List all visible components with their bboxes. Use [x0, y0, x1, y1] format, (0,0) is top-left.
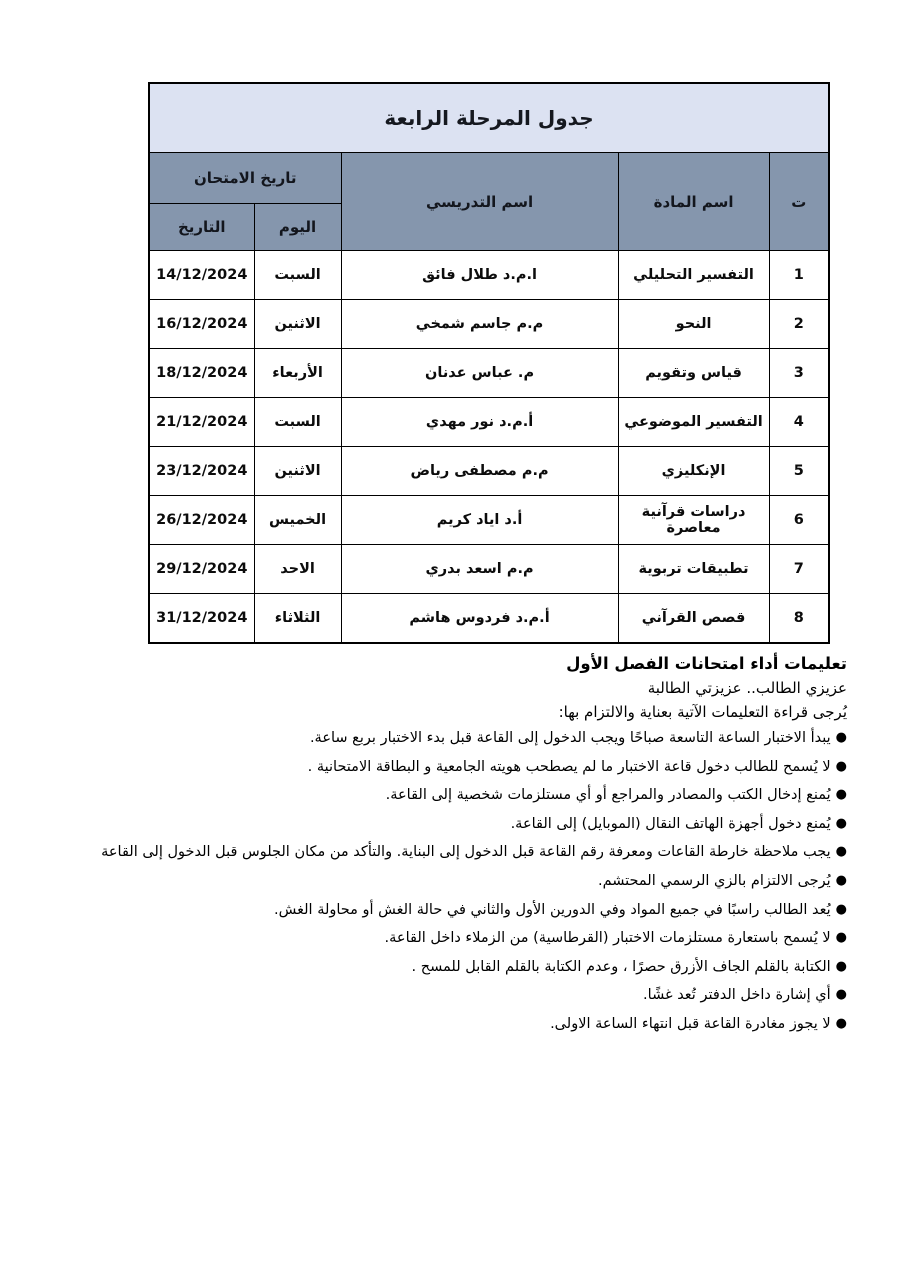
- bullet-icon: ●: [835, 958, 847, 974]
- bullet-icon: ●: [835, 872, 847, 888]
- row-subject: تطبيقات تربوية: [618, 545, 769, 594]
- bullet-icon: ●: [835, 987, 847, 1003]
- row-day: الاحد: [254, 545, 341, 594]
- instruction-text: أي إشارة داخل الدفتر تُعد غشًا.: [643, 987, 831, 1004]
- row-subject: دراسات قرآنية معاصرة: [618, 496, 769, 545]
- bullet-icon: ●: [835, 758, 847, 774]
- row-subject: التفسير الموضوعي: [618, 398, 769, 447]
- row-no: 1: [769, 251, 829, 300]
- header-teacher: اسم التدريسي: [341, 153, 618, 251]
- instruction-item: [47, 924, 847, 953]
- table-row: [149, 594, 829, 644]
- table-row: [149, 251, 829, 300]
- row-teacher: ا.م.د طلال فائق: [341, 251, 618, 300]
- row-date: 16/12/2024: [149, 300, 254, 349]
- row-subject: النحو: [618, 300, 769, 349]
- instruction-item: [47, 896, 847, 925]
- table-title-row: [149, 83, 829, 153]
- row-subject: التفسير التحليلي: [618, 251, 769, 300]
- header-day: اليوم: [254, 204, 341, 251]
- row-no: 5: [769, 447, 829, 496]
- table-row: [149, 398, 829, 447]
- row-no: 8: [769, 594, 829, 644]
- instructions-heading: تعليمات أداء امتحانات الفصل الأول: [566, 654, 847, 673]
- row-subject: قصص القرآني: [618, 594, 769, 644]
- bullet-icon: ●: [835, 901, 847, 917]
- instruction-text: لا يُسمح باستعارة مستلزمات الاختبار (القرطاسية) من الزملاء داخل القاعة.: [384, 930, 831, 947]
- exam-schedule-table: [148, 82, 830, 644]
- instruction-item: [47, 981, 847, 1010]
- instruction-text: يُعد الطالب راسبًا في جميع المواد وفي الدورين الأول والثاني في حالة الغش أو محاولة الغش.: [274, 901, 831, 918]
- bullet-icon: ●: [835, 844, 847, 860]
- row-day: الخميس: [254, 496, 341, 545]
- row-teacher: م.م اسعد بدري: [341, 545, 618, 594]
- row-no: 3: [769, 349, 829, 398]
- row-date: 14/12/2024: [149, 251, 254, 300]
- table-row: [149, 300, 829, 349]
- instructions-section: [47, 651, 847, 1039]
- instruction-text: لا يجوز مغادرة القاعة قبل انتهاء الساعة الاولى.: [550, 1015, 831, 1032]
- instruction-text: يجب ملاحظة خارطة القاعات ومعرفة رقم القاعة قبل الدخول إلى البناية. والتأكد من مكان الجلوس قبل الدخول إلى القاعة: [101, 844, 831, 861]
- instruction-item: [47, 753, 847, 782]
- table-title: جدول المرحلة الرابعة: [149, 83, 829, 153]
- row-no: 6: [769, 496, 829, 545]
- table-row: [149, 447, 829, 496]
- row-date: 31/12/2024: [149, 594, 254, 644]
- row-date: 23/12/2024: [149, 447, 254, 496]
- row-day: السبت: [254, 251, 341, 300]
- instruction-item: [47, 867, 847, 896]
- instructions-greeting: عزيزي الطالب.. عزيزتي الطالبة: [647, 679, 847, 697]
- instruction-item: [47, 724, 847, 753]
- header-no: ت: [769, 153, 829, 251]
- instruction-text: يُمنع إدخال الكتب والمصادر والمراجع أو أي مستلزمات شخصية إلى القاعة.: [385, 787, 831, 804]
- row-teacher: أ.د اياد كريم: [341, 496, 618, 545]
- row-date: 29/12/2024: [149, 545, 254, 594]
- row-subject: قياس وتقويم: [618, 349, 769, 398]
- row-day: الاثنين: [254, 447, 341, 496]
- table-row: [149, 545, 829, 594]
- table-row: [149, 496, 829, 545]
- instruction-text: يُرجى الالتزام بالزي الرسمي المحتشم.: [597, 872, 831, 889]
- row-date: 21/12/2024: [149, 398, 254, 447]
- bullet-icon: ●: [835, 1015, 847, 1031]
- row-day: الاثنين: [254, 300, 341, 349]
- row-date: 26/12/2024: [149, 496, 254, 545]
- bullet-icon: ●: [835, 815, 847, 831]
- instruction-item: [47, 1010, 847, 1039]
- row-teacher: م.م مصطفى رياض: [341, 447, 618, 496]
- instructions-intro: يُرجى قراءة التعليمات الآتية بعناية والالتزام بها:: [558, 703, 847, 721]
- instruction-item: [47, 953, 847, 982]
- header-exam-date: تاريخ الامتحان: [149, 153, 341, 204]
- row-day: السبت: [254, 398, 341, 447]
- instruction-text: الكتابة بالقلم الجاف الأزرق حصرًا ، وعدم الكتابة بالقلم القابل للمسح .: [411, 958, 831, 975]
- instruction-item: [47, 838, 847, 867]
- row-date: 18/12/2024: [149, 349, 254, 398]
- instruction-item: [47, 810, 847, 839]
- instruction-text: يُمنع دخول أجهزة الهاتف النقال (الموبايل) إلى القاعة.: [510, 815, 831, 832]
- header-date: التاريخ: [149, 204, 254, 251]
- row-no: 4: [769, 398, 829, 447]
- bullet-icon: ●: [835, 787, 847, 803]
- instruction-text: لا يُسمح للطالب دخول قاعة الاختبار ما لم يصطحب هويته الجامعية و البطاقة الامتحانية .: [307, 758, 831, 775]
- instruction-text: يبدأ الاختبار الساعة التاسعة صباحًا ويجب الدخول إلى القاعة قبل بدء الاختبار بربع ساعة.: [309, 730, 831, 746]
- row-teacher: أ.م.د فردوس هاشم: [341, 594, 618, 644]
- row-day: الأربعاء: [254, 349, 341, 398]
- row-teacher: م.م جاسم شمخي: [341, 300, 618, 349]
- row-no: 7: [769, 545, 829, 594]
- table-row: [149, 349, 829, 398]
- instruction-item: [47, 781, 847, 810]
- row-teacher: أ.م.د نور مهدي: [341, 398, 618, 447]
- row-no: 2: [769, 300, 829, 349]
- bullet-icon: ●: [835, 930, 847, 946]
- bullet-icon: ●: [835, 730, 847, 745]
- row-teacher: م. عباس عدنان: [341, 349, 618, 398]
- header-subject: اسم المادة: [618, 153, 769, 251]
- table-header-row-1: [149, 153, 829, 204]
- row-day: الثلاثاء: [254, 594, 341, 644]
- row-subject: الإنكليزي: [618, 447, 769, 496]
